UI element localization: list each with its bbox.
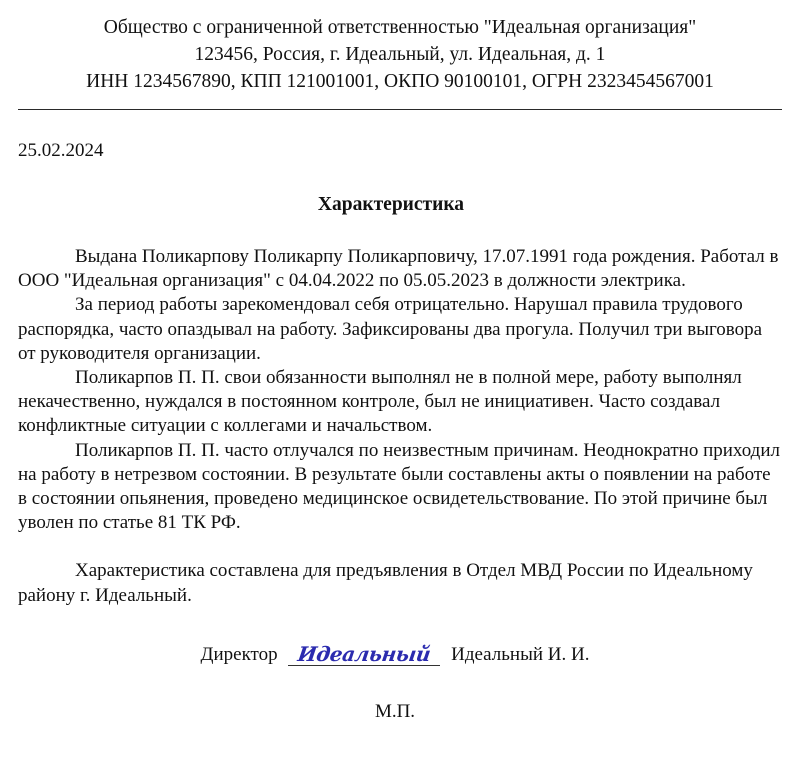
page-title: Характеристика bbox=[317, 194, 465, 215]
signature-line bbox=[201, 641, 590, 667]
paragraph-duties: Поликарпов П. П. свои обязанности выполнял не в полной мере, работу выполнял некачественно, нуждался в постоянном контроле, был не инициативен. Часто создавал конфликтные ситуации с коллегами и начальством. bbox=[18, 367, 742, 437]
paragraph-issued-to: Выдана Поликарпову Поликарпу Поликарповичу, 17.07.1991 года рождения. Работал в ООО "Идеальная организация" с 04.04.2022 по 05.05.2023 в должности электрика. bbox=[18, 246, 779, 292]
stamp-place-row bbox=[0, 700, 800, 724]
handwritten-signature: Идеальный bbox=[296, 642, 433, 666]
signature-block bbox=[0, 641, 800, 667]
document-body bbox=[0, 245, 800, 608]
letterhead-line-company: Общество с ограниченной ответственностью "Идеальная организация" bbox=[103, 17, 697, 38]
letterhead-line-registration-codes: ИНН 1234567890, КПП 121001001, ОКПО 90100101, ОГРН 2323454567001 bbox=[86, 71, 714, 92]
header-divider bbox=[18, 109, 782, 110]
paragraph-absences: Поликарпов П. П. часто отлучался по неизвестным причинам. Неоднократно приходил на работу в нетрезвом состоянии. В результате были составлены акты о появлении на работе в состоянии опьянения, проведено медицинское освидетельствование. По этой причине был уволен по статье 81 ТК РФ. bbox=[18, 439, 780, 534]
stamp-place-label: М.П. bbox=[374, 701, 416, 722]
signature-field bbox=[288, 641, 440, 666]
paragraph-purpose: Характеристика составлена для предъявления в Отдел МВД России по Идеальному району г. Идеальный. bbox=[18, 560, 753, 606]
paragraph-work-period: За период работы зарекомендовал себя отрицательно. Нарушал правила трудового распорядка, часто опаздывал на работу. Зафиксированы два прогула. Получил три выговора от руководителя организации. bbox=[18, 294, 763, 364]
signatory-name: Идеальный И. И. bbox=[451, 644, 590, 665]
letterhead-line-address: 123456, Россия, г. Идеальный, ул. Идеальная, д. 1 bbox=[194, 44, 606, 65]
signature-role-label: Директор bbox=[200, 644, 278, 665]
document-date: 25.02.2024 bbox=[18, 140, 104, 161]
letterhead bbox=[0, 0, 800, 95]
